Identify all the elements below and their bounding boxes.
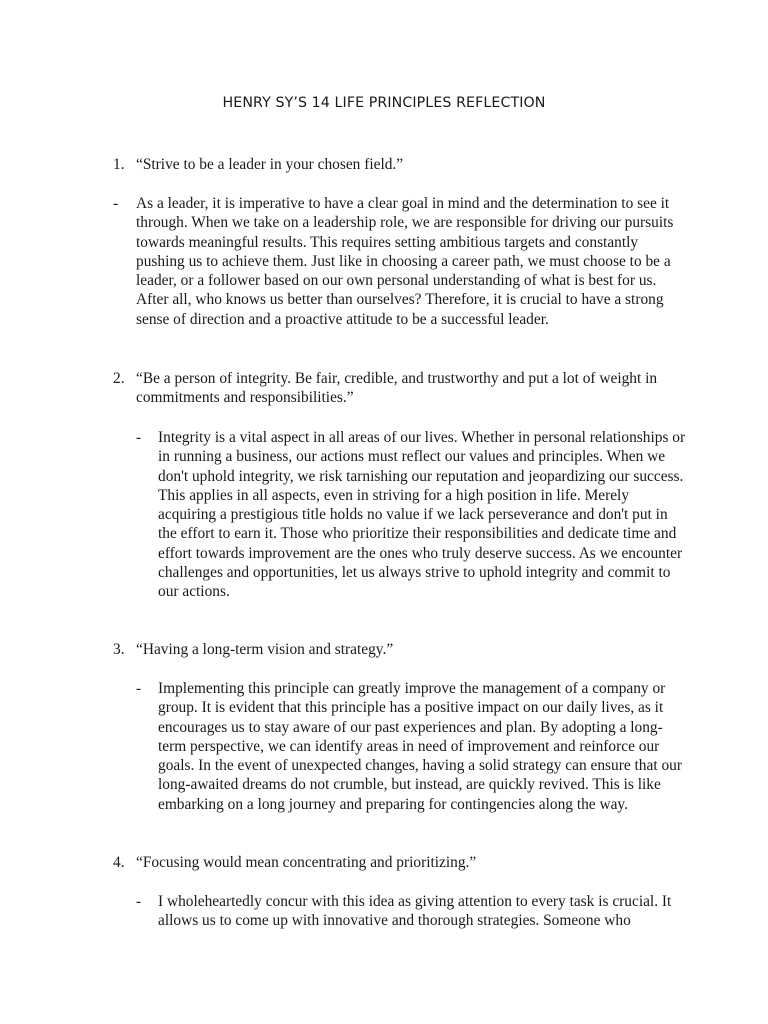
text-line: goals. In the event of unexpected changes, having a solid strategy can ensure that our	[158, 757, 682, 775]
text-line: I wholeheartedly concur with this idea as giving attention to every task is crucial. It	[158, 893, 672, 910]
text-line: pushing us to achieve them. Just like in choosing a career path, we must choose to be a	[136, 252, 671, 270]
text-line: sense of direction and a proactive attitude to be a successful leader.	[136, 310, 549, 328]
text-line: the effort to earn it. Those who prioritize their responsibilities and dedicate time and	[158, 525, 677, 543]
text-line: “Be a person of integrity. Be fair, credible, and trustworthy and put a lot of weight in	[136, 370, 658, 387]
principle-4-quote: “Focusing would mean concentrating and prioritizing.”	[136, 854, 477, 871]
text-line: term perspective, we can identify areas in need of improvement and reinforce our	[158, 737, 660, 755]
principle-2-bullet: -	[136, 429, 142, 446]
text-line: towards meaningful results. This requires setting ambitious targets and constantly	[136, 233, 639, 251]
principle-2-reflection	[158, 428, 685, 602]
principle-1-number: 1.	[113, 156, 125, 173]
principle-3-bullet: -	[136, 680, 142, 697]
principle-3-number: 3.	[113, 641, 125, 658]
text-line: Implementing this principle can greatly improve the management of a company or	[158, 680, 666, 697]
text-line: As a leader, it is imperative to have a clear goal in mind and the determination to see it	[136, 195, 670, 212]
text-line: long-awaited dreams do not crumble, but instead, are quickly revived. This is like	[158, 776, 661, 794]
principle-3-quote: “Having a long-term vision and strategy.”	[136, 641, 394, 658]
text-line: allows us to come up with innovative and thorough strategies. Someone who	[158, 912, 631, 930]
text-line: encourages us to stay aware of our past experiences and plan. By adopting a long-	[158, 718, 663, 736]
text-line: in running a business, our actions must reflect our values and principles. When we	[158, 448, 666, 466]
text-line: effort towards improvement are the ones who truly deserve success. As we encounter	[158, 544, 683, 562]
text-line: embarking on a long journey and preparing for contingencies along the way.	[158, 795, 628, 813]
text-line: acquiring a prestigious title holds no value if we lack perseverance and don't put in	[158, 506, 668, 524]
principle-2-number: 2.	[113, 370, 125, 387]
text-line: leader, or a follower based on our own personal understanding of what is best for us.	[136, 272, 657, 290]
text-line: commitments and responsibilities.”	[136, 389, 354, 407]
principle-2-quote	[136, 369, 657, 408]
principle-4-number: 4.	[113, 854, 125, 871]
principle-4-bullet: -	[136, 893, 142, 910]
principle-3-reflection	[158, 679, 682, 814]
text-line: challenges and opportunities, let us always strive to uphold integrity and commit to	[158, 564, 671, 582]
principle-4-reflection	[158, 892, 671, 931]
text-line: don't uphold integrity, we risk tarnishing our reputation and jeopardizing our success.	[158, 467, 684, 485]
document-title: HENRY SY’S 14 LIFE PRINCIPLES REFLECTION	[222, 95, 546, 111]
principle-1-quote: “Strive to be a leader in your chosen field.”	[136, 156, 404, 173]
text-line: After all, who knows us better than ourselves? Therefore, it is crucial to have a strong	[136, 291, 664, 309]
principle-1-bullet: -	[113, 195, 119, 212]
text-line: Integrity is a vital aspect in all areas of our lives. Whether in personal relationships or	[158, 429, 686, 446]
text-line: through. When we take on a leadership role, we are responsible for driving our pursuits	[136, 214, 674, 232]
text-line: our actions.	[158, 583, 230, 601]
principle-1-reflection	[136, 194, 673, 329]
text-line: This applies in all aspects, even in striving for a high position in life. Merely	[158, 486, 630, 504]
text-line: group. It is evident that this principle has a positive impact on our daily lives, as it	[158, 699, 664, 717]
